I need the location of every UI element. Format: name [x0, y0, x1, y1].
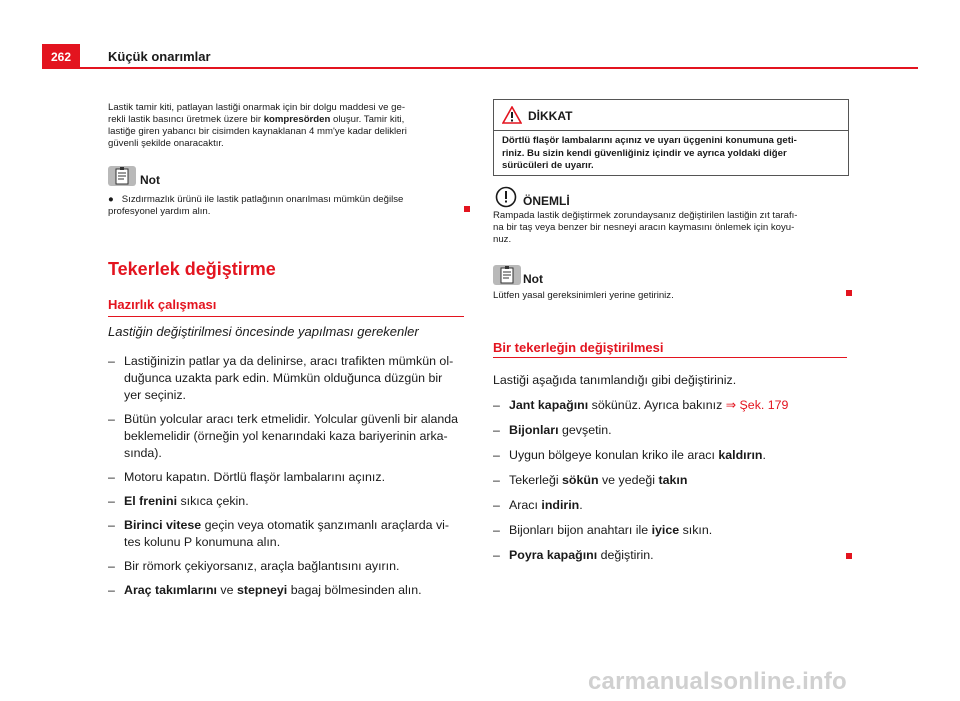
note-label: Not: [140, 173, 160, 187]
subsection-rule: [108, 316, 464, 317]
page-number: 262: [42, 44, 80, 68]
section-end-mark: [846, 553, 852, 559]
list-item: – Bir römork çekiyorsanız, araçla bağlantısını ayırın.: [108, 559, 400, 573]
note-icon: [108, 166, 136, 186]
warning-text: Dörtlü flaşör lambalarını açınız ve uyarı üçgenini konumuna geti- riniz. Bu sizin kendi güvenliğiniz içindir ve ayrıca yoldaki diğer sürücüleri de uyarır.: [502, 135, 797, 171]
section-end-mark: [464, 206, 470, 212]
list-item: – Tekerleği sökün ve yedeği takın: [493, 473, 688, 487]
important-label: ÖNEMLİ: [523, 194, 570, 208]
list-item: – Lastiğinizin patlar ya da delinirse, aracı trafikten mümkün ol- duğunca uzakta park edin. Mümkün olduğunca düzgün bir yer seçiniz.: [108, 354, 454, 402]
list-item: – Aracı indirin.: [493, 498, 583, 512]
list-item: – Birinci vitese geçin veya otomatik şanzımanlı araçlarda vi- tes kolunu P konumuna alın.: [108, 518, 450, 549]
figure-link[interactable]: ⇒ Şek. 179: [725, 398, 789, 412]
italic-heading: Lastiğin değiştirilmesi öncesinde yapılması gerekenler: [108, 324, 419, 339]
note-text-right: Lütfen yasal gereksinimleri yerine getiriniz.: [493, 290, 674, 301]
subsection-title-wheel-change: Bir tekerleğin değiştirilmesi: [493, 340, 664, 355]
list-item: – Uygun bölgeye konulan kriko ile aracı kaldırın.: [493, 448, 766, 462]
note-text: ● Sızdırmazlık ürünü ile lastik patlağının onarılması mümkün değilse profesyonel yardım alın.: [108, 194, 404, 217]
list-item: – Bijonları bijon anahtarı ile iyice sıkın.: [493, 523, 713, 537]
list-item: – Poyra kapağını değiştirin.: [493, 548, 654, 562]
wheel-change-intro: Lastiği aşağıda tanımlandığı gibi değiştiriniz.: [493, 373, 737, 387]
preparation-list: [108, 353, 468, 606]
warning-triangle-icon: [502, 106, 522, 124]
list-item: – Motoru kapatın. Dörtlü flaşör lambalarını açınız.: [108, 470, 386, 484]
watermark: carmanualsonline.info: [588, 668, 847, 695]
subsection-title-preparation: Hazırlık çalışması: [108, 297, 217, 312]
list-item: – Araç takımlarını ve stepneyi bagaj bölmesinden alın.: [108, 583, 422, 597]
section-end-mark: [846, 290, 852, 296]
page-header-title: Küçük onarımlar: [108, 49, 211, 64]
subsection-rule: [493, 357, 847, 358]
section-title: Tekerlek değiştirme: [108, 259, 276, 279]
list-item: – El frenini sıkıca çekin.: [108, 494, 249, 508]
wheel-change-steps: [493, 397, 853, 572]
list-item: – Bütün yolcular aracı terk etmelidir. Yolcular güvenli bir alanda beklemelidir (örneğin yol kenarındaki kaza bariyerinin arka- sında).: [108, 412, 459, 460]
important-icon: [495, 186, 517, 208]
intro-paragraph: Lastik tamir kiti, patlayan lastiği onarmak için bir dolgu maddesi ve ge- rekli lastik basıncı üretmek üzere bir kompresörden oluşur. Tamir kiti, lastiğe giren yabancı bir cisimden kaynaklanan 4 mm'ye kadar delikleri güvenli şekilde onaracaktır.: [108, 102, 407, 149]
header-rule: [42, 67, 918, 69]
warning-box: [493, 99, 849, 176]
note-icon: [493, 265, 521, 285]
note-label-right: Not: [523, 272, 543, 286]
list-item: – Bijonları gevşetin.: [493, 423, 612, 437]
warning-header: [494, 100, 848, 131]
list-item: – Jant kapağını sökünüz. Ayrıca bakınız ⇒ Şek. 179: [493, 398, 789, 412]
warning-label: DİKKAT: [528, 109, 573, 123]
important-text: Rampada lastik değiştirmek zorundaysanız değiştirilen lastiğin zıt tarafı- na bir taş veya benzer bir nesneyi aracın kaymasını önlemek için koyu- nuz.: [493, 210, 798, 245]
